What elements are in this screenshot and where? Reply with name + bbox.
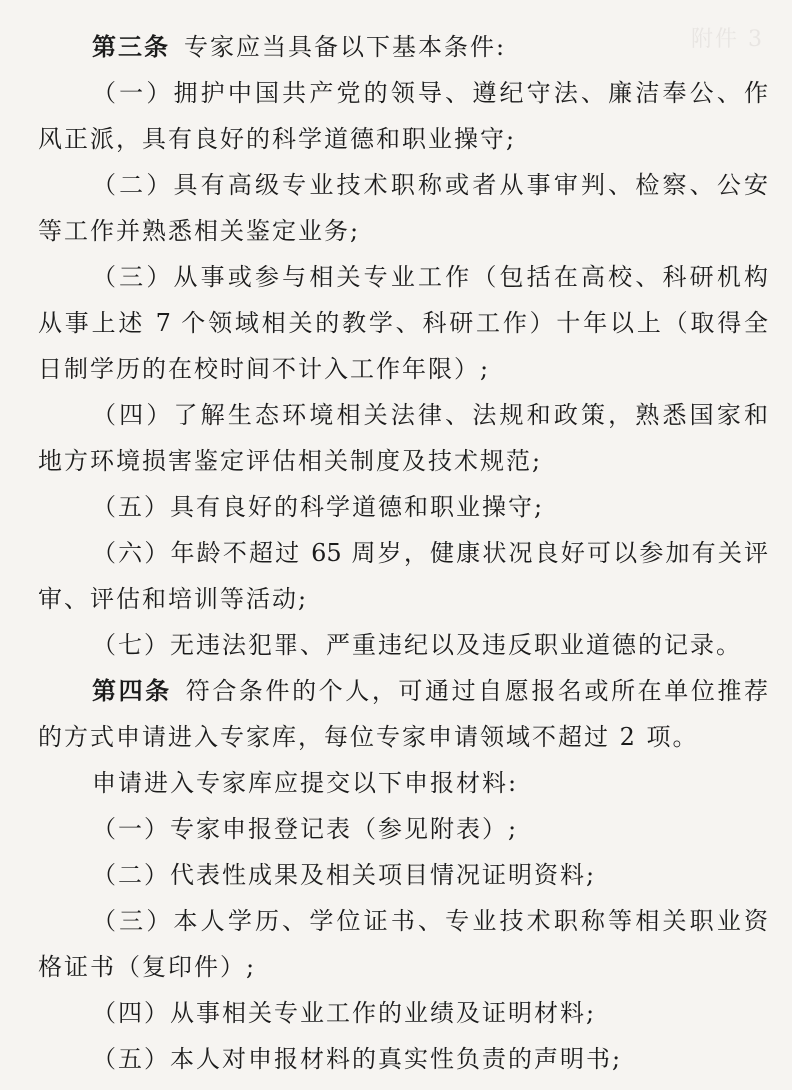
article-3-item-4-line-1: （四）了解生态环境相关法律、法规和政策，熟悉国家和: [92, 401, 768, 429]
article-3-item-7: （七）无违法犯罪、严重违纪以及违反职业道德的记录。: [92, 631, 742, 659]
article-4-line-1: 符合条件的个人，可通过自愿报名或所在单位推荐: [185, 677, 768, 705]
article-3-item-3-line-1: （三）从事或参与相关专业工作（包括在高校、科研机构: [92, 263, 768, 291]
article-3-item-1-line-2: 风正派，具有良好的科学道德和职业操守;: [38, 125, 517, 153]
article-3-item-4-line-2: 地方环境损害鉴定评估相关制度及技术规范;: [38, 447, 543, 475]
article-3-item-2-line-1: （二）具有高级专业技术职称或者从事审判、检察、公安: [92, 171, 768, 199]
article-3-item-1-line-1: （一）拥护中国共产党的领导、遵纪守法、廉洁奉公、作: [92, 79, 768, 107]
article-4-heading: [92, 674, 768, 708]
article-3-intro: 专家应当具备以下基本条件:: [184, 33, 507, 61]
article-4-material-3-line-1: （三）本人学历、学位证书、专业技术职称等相关职业资: [92, 907, 768, 935]
article-3-item-5: （五）具有良好的科学道德和职业操守;: [92, 493, 545, 521]
article-3-item-3-line-2: 从事上述 7 个领域相关的教学、科研工作）十年以上（取得全: [38, 309, 768, 337]
article-3-item-2-line-2: 等工作并熟悉相关鉴定业务;: [38, 217, 361, 245]
article-3-label: 第三条: [92, 33, 170, 61]
article-4-material-1: （一）专家申报登记表（参见附表）;: [92, 815, 519, 843]
article-3-item-3-line-3: 日制学历的在校时间不计入工作年限）;: [38, 355, 491, 383]
article-3-item-6-line-2: 审、评估和培训等活动;: [38, 585, 309, 613]
article-4-line-2: 的方式申请进入专家库，每位专家申请领域不超过 2 项。: [38, 723, 699, 751]
article-4-material-5: （五）本人对申报材料的真实性负责的声明书;: [92, 1045, 623, 1073]
article-4-material-3-line-2: 格证书（复印件）;: [38, 953, 257, 981]
article-4-material-2: （二）代表性成果及相关项目情况证明资料;: [92, 861, 597, 889]
article-3-item-6-line-1: （六）年龄不超过 65 周岁，健康状况良好可以参加有关评: [92, 539, 768, 567]
article-3-heading: [92, 30, 506, 64]
article-4-material-4: （四）从事相关专业工作的业绩及证明材料;: [92, 999, 597, 1027]
bleed-through-attachment-tag: 附件 3: [691, 27, 764, 52]
article-4-label: 第四条: [92, 677, 172, 705]
article-4-materials-intro: 申请进入专家库应提交以下申报材料:: [92, 769, 519, 797]
